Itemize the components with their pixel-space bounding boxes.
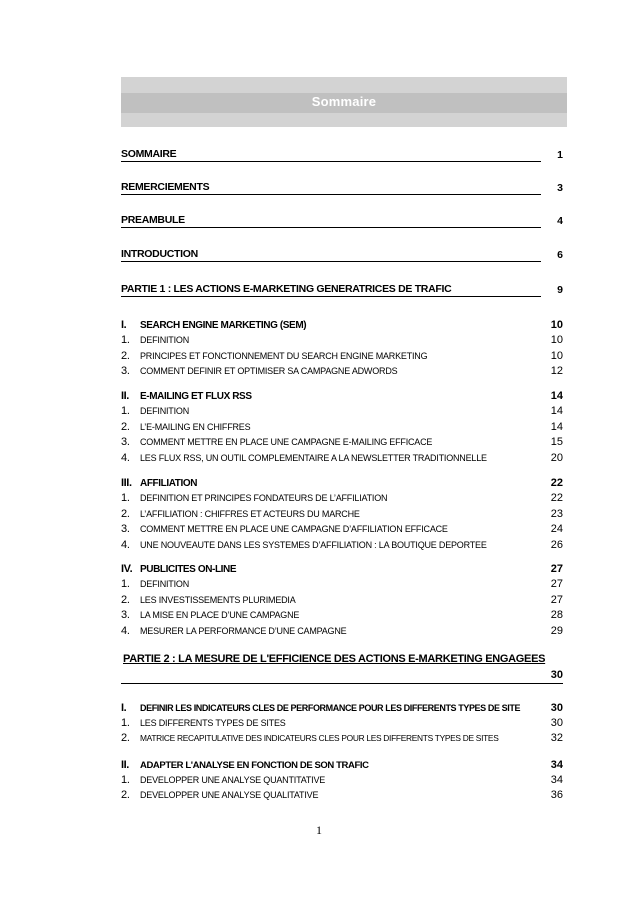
- item-label: COMMENT DEFINIR ET OPTIMISER SA CAMPAGNE ADWORDS: [140, 366, 398, 376]
- item-number: 1.: [121, 717, 130, 729]
- section-number: II.: [121, 759, 129, 771]
- item-label: LES INVESTISSEMENTS PLURIMEDIA: [140, 595, 296, 605]
- toc-entry-page: 1: [557, 149, 563, 161]
- item-label: L’E-MAILING EN CHIFFRES: [140, 422, 251, 432]
- section-label: PUBLICITES ON-LINE: [140, 564, 237, 575]
- item-label: COMMENT METTRE EN PLACE UNE CAMPAGNE E-MAILING EFFICACE: [140, 437, 433, 447]
- item-label: DEFINITION: [140, 406, 189, 416]
- toc-entry-label: PARTIE 2 : LA MESURE DE L'EFFICIENCE DES ACTIONS E-MARKETING ENGAGEES: [123, 653, 546, 665]
- toc-item[interactable]: [121, 593, 563, 607]
- item-page: 28: [550, 609, 563, 621]
- toc-section[interactable]: [121, 562, 563, 576]
- section-page: 27: [550, 563, 563, 575]
- toc-item[interactable]: [121, 731, 563, 745]
- section-page: 14: [550, 390, 563, 402]
- banner-title: Sommaire: [311, 94, 377, 109]
- toc-entry-partie-2[interactable]: [121, 653, 563, 685]
- item-number: 4.: [121, 625, 130, 637]
- item-number: 3.: [121, 365, 130, 377]
- item-number: 1.: [121, 578, 130, 590]
- item-label: PRINCIPES ET FONCTIONNEMENT DU SEARCH ENGINE MARKETING: [140, 351, 428, 361]
- item-number: 1.: [121, 492, 130, 504]
- section-label: ADAPTER L'ANALYSE EN FONCTION DE SON TRAFIC: [140, 760, 369, 771]
- toc-entry-page: 3: [557, 182, 563, 194]
- toc-item[interactable]: [121, 608, 563, 622]
- item-label: L’AFFILIATION : CHIFFRES ET ACTEURS DU MARCHE: [140, 509, 360, 519]
- section-label: DEFINIR LES INDICATEURS CLES DE PERFORMANCE POUR LES DIFFERENTS TYPES DE SITE: [140, 703, 521, 713]
- item-number: 2.: [121, 732, 130, 744]
- toc-entry-page: 30: [550, 669, 563, 681]
- toc-item[interactable]: [121, 420, 563, 434]
- section-number: IV.: [121, 563, 133, 575]
- item-page: 23: [550, 508, 563, 520]
- item-number: 3.: [121, 609, 130, 621]
- toc-item[interactable]: [121, 577, 563, 591]
- item-number: 2.: [121, 508, 130, 520]
- item-page: 22: [550, 492, 563, 504]
- toc-entry-label: PREAMBULE: [121, 213, 541, 228]
- item-number: 1.: [121, 774, 130, 786]
- section-page: 10: [550, 319, 563, 331]
- item-page: 20: [550, 452, 563, 464]
- divider: [121, 683, 563, 684]
- item-number: 2.: [121, 421, 130, 433]
- item-label: DEVELOPPER UNE ANALYSE QUANTITATIVE: [140, 775, 326, 785]
- item-label: DEFINITION ET PRINCIPES FONDATEURS DE L’AFFILIATION: [140, 493, 388, 503]
- item-page: 14: [550, 421, 563, 433]
- toc-section[interactable]: [121, 476, 563, 490]
- page-number: 1: [316, 823, 322, 837]
- item-page: 29: [550, 625, 563, 637]
- section-number: III.: [121, 477, 132, 489]
- toc-item[interactable]: [121, 624, 563, 638]
- item-page: 26: [550, 539, 563, 551]
- toc-item[interactable]: [121, 451, 563, 465]
- item-page: 32: [550, 732, 563, 744]
- toc-entry-remerciements[interactable]: [121, 179, 563, 195]
- item-number: 4.: [121, 452, 130, 464]
- toc-entry-label: REMERCIEMENTS: [121, 180, 541, 195]
- section-number: I.: [121, 702, 127, 714]
- toc-entry-label: INTRODUCTION: [121, 247, 541, 262]
- toc-section[interactable]: [121, 758, 563, 772]
- item-page: 24: [550, 523, 563, 535]
- section-number: I.: [121, 319, 127, 331]
- item-number: 4.: [121, 539, 130, 551]
- item-page: 15: [550, 436, 563, 448]
- toc-entry-sommaire[interactable]: [121, 146, 563, 162]
- item-label: UNE NOUVEAUTE DANS LES SYSTEMES D’AFFILIATION : LA BOUTIQUE DEPORTEE: [140, 540, 487, 550]
- item-number: 3.: [121, 436, 130, 448]
- item-number: 2.: [121, 594, 130, 606]
- section-label: E-MAILING ET FLUX RSS: [140, 391, 252, 402]
- toc-item[interactable]: [121, 507, 563, 521]
- toc-entry-partie-1[interactable]: [121, 281, 563, 297]
- section-page: 30: [550, 702, 563, 714]
- item-number: 3.: [121, 523, 130, 535]
- item-page: 27: [550, 578, 563, 590]
- toc-item[interactable]: [121, 716, 563, 730]
- item-label: MESURER LA PERFORMANCE D’UNE CAMPAGNE: [140, 626, 347, 636]
- section-label: SEARCH ENGINE MARKETING (SEM): [140, 320, 307, 331]
- toc-entry-preambule[interactable]: [121, 212, 563, 228]
- section-page: 34: [550, 759, 563, 771]
- item-page: 10: [550, 350, 563, 362]
- item-page: 34: [550, 774, 563, 786]
- toc-entry-page: 4: [557, 215, 563, 227]
- toc-item[interactable]: [121, 404, 563, 418]
- toc-entry-introduction[interactable]: [121, 246, 563, 262]
- item-number: 2.: [121, 789, 130, 801]
- item-label: LES DIFFERENTS TYPES DE SITES: [140, 718, 286, 728]
- toc-item[interactable]: [121, 788, 563, 802]
- item-page: 10: [550, 334, 563, 346]
- toc-item[interactable]: [121, 773, 563, 787]
- toc-item[interactable]: [121, 435, 563, 449]
- toc-section[interactable]: [121, 318, 563, 332]
- toc-section[interactable]: [121, 701, 563, 715]
- item-label: COMMENT METTRE EN PLACE UNE CAMPAGNE D’AFFILIATION EFFICACE: [140, 524, 448, 534]
- toc-item[interactable]: [121, 333, 563, 347]
- toc-item[interactable]: [121, 522, 563, 536]
- section-label: AFFILIATION: [140, 478, 198, 489]
- item-page: 27: [550, 594, 563, 606]
- section-page: 22: [550, 477, 563, 489]
- item-label: LA MISE EN PLACE D’UNE CAMPAGNE: [140, 610, 300, 620]
- item-page: 36: [550, 789, 563, 801]
- section-number: II.: [121, 390, 129, 402]
- toc-entry-page: 6: [557, 249, 563, 261]
- item-label: LES FLUX RSS, UN OUTIL COMPLEMENTAIRE A LA NEWSLETTER TRADITIONNELLE: [140, 453, 487, 463]
- item-page: 12: [550, 365, 563, 377]
- toc-item[interactable]: [121, 538, 563, 552]
- item-label: DEFINITION: [140, 335, 189, 345]
- toc-entry-label: PARTIE 1 : LES ACTIONS E-MARKETING GENERATRICES DE TRAFIC: [121, 282, 541, 297]
- item-number: 1.: [121, 334, 130, 346]
- toc-item[interactable]: [121, 491, 563, 505]
- toc-item[interactable]: [121, 349, 563, 363]
- toc-entry-page: 9: [557, 284, 563, 296]
- item-page: 30: [550, 717, 563, 729]
- item-label: MATRICE RECAPITULATIVE DES INDICATEURS CLES POUR LES DIFFERENTS TYPES DE SITES: [140, 733, 499, 743]
- item-label: DEVELOPPER UNE ANALYSE QUALITATIVE: [140, 790, 319, 800]
- toc-item[interactable]: [121, 364, 563, 378]
- toc-entry-label: SOMMAIRE: [121, 147, 541, 162]
- sommaire-banner: [121, 77, 567, 127]
- item-number: 2.: [121, 350, 130, 362]
- item-number: 1.: [121, 405, 130, 417]
- item-page: 14: [550, 405, 563, 417]
- toc-section[interactable]: [121, 389, 563, 403]
- item-label: DEFINITION: [140, 579, 189, 589]
